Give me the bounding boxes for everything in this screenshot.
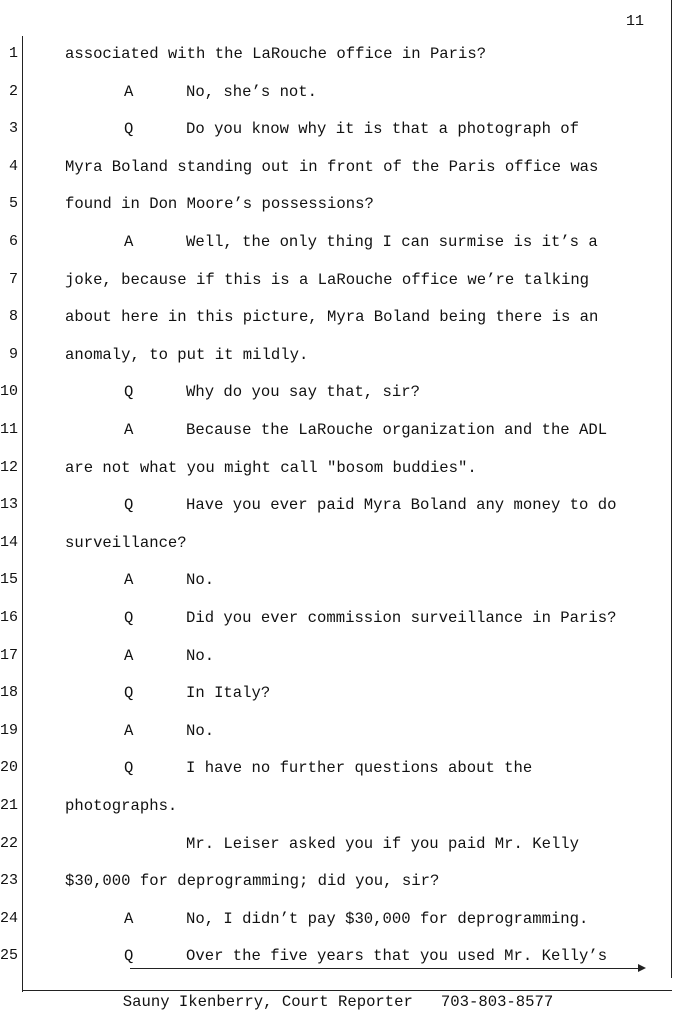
line-text: are not what you might call "bosom buddies". — [65, 458, 477, 477]
transcript-line — [0, 379, 676, 405]
speaker-label: A — [124, 571, 134, 590]
transcript-line — [0, 906, 676, 932]
speaker-label: Q — [124, 120, 134, 139]
line-text: Mr. Leiser asked you if you paid Mr. Kelly — [186, 834, 580, 853]
line-number: 16 — [0, 609, 19, 626]
line-text: I have no further questions about the — [186, 759, 533, 778]
transcript-line — [0, 267, 676, 293]
transcript-line — [0, 755, 676, 781]
line-text: Did you ever commission surveillance in Paris? — [186, 609, 617, 627]
line-number: 3 — [8, 120, 18, 138]
transcript-line — [0, 868, 676, 894]
line-text: In Italy? — [186, 684, 271, 703]
line-text: $30,000 for deprogramming; did you, sir? — [65, 872, 440, 891]
speaker-label: Q — [124, 947, 134, 966]
speaker-label: Q — [124, 684, 134, 703]
line-text: No. — [186, 646, 215, 665]
line-number: 2 — [8, 82, 18, 100]
line-text: Myra Boland standing out in front of the Paris office was — [65, 157, 599, 176]
line-text: No. — [186, 571, 215, 590]
line-text: Well, the only thing I can surmise is it’s a — [186, 233, 598, 251]
transcript-line — [0, 605, 676, 631]
line-text: Do you know why it is that a photograph of — [186, 120, 580, 139]
line-text: Why do you say that, sir? — [186, 383, 420, 402]
bottom-rule — [22, 990, 672, 991]
line-text: No. — [186, 721, 215, 740]
line-number: 1 — [8, 45, 18, 62]
line-text: photographs. — [65, 797, 178, 815]
line-number: 24 — [0, 909, 19, 927]
transcript-line — [0, 643, 676, 669]
line-text: No, she’s not. — [186, 82, 318, 101]
transcript-line — [0, 229, 676, 255]
line-number: 10 — [0, 383, 19, 401]
line-text: Over the five years that you used Mr. Kelly’s — [186, 947, 608, 966]
line-number: 15 — [0, 571, 19, 589]
line-number: 11 — [0, 421, 19, 438]
transcript-line — [0, 191, 676, 217]
line-number: 20 — [0, 759, 19, 777]
speaker-label: A — [124, 233, 134, 251]
transcript-line — [0, 41, 676, 67]
line-number: 14 — [0, 533, 19, 551]
line-number: 23 — [0, 872, 19, 890]
transcript-line — [0, 116, 676, 142]
line-number: 13 — [0, 496, 19, 514]
line-number: 8 — [8, 308, 18, 326]
speaker-label: A — [124, 909, 134, 928]
transcript-line — [0, 567, 676, 593]
line-text: No, I didn’t pay $30,000 for deprogramming. — [186, 909, 589, 928]
transcript-line — [0, 943, 676, 969]
line-number: 4 — [8, 157, 18, 175]
underline-arrow-mark — [130, 968, 640, 969]
line-number: 18 — [0, 684, 19, 702]
speaker-label: A — [124, 82, 134, 101]
line-number: 19 — [0, 721, 19, 739]
transcript-line — [0, 680, 676, 706]
line-text: anomaly, to put it mildly. — [65, 345, 309, 364]
transcript-line — [0, 718, 676, 744]
line-number: 6 — [8, 233, 18, 250]
transcript-line — [0, 417, 676, 443]
speaker-label: Q — [124, 496, 134, 515]
transcript-line — [0, 455, 676, 481]
line-text: about here in this picture, Myra Boland being there is an — [65, 308, 599, 327]
transcript-line — [0, 304, 676, 330]
line-text: associated with the LaRouche office in Paris? — [65, 45, 487, 63]
transcript-line — [0, 154, 676, 180]
line-text: surveillance? — [65, 533, 187, 552]
line-text: Have you ever paid Myra Boland any money to do — [186, 496, 617, 515]
speaker-label: Q — [124, 609, 134, 627]
line-number: 9 — [8, 345, 18, 363]
line-text: Because the LaRouche organization and the ADL — [186, 421, 608, 439]
speaker-label: A — [124, 646, 134, 665]
line-text: joke, because if this is a LaRouche office we’re talking — [65, 270, 590, 289]
page-number: 11 — [625, 13, 644, 30]
line-number: 21 — [0, 797, 19, 814]
line-number: 17 — [0, 646, 19, 664]
line-number: 5 — [8, 195, 18, 213]
transcript-line — [0, 492, 676, 518]
transcript-line — [0, 831, 676, 857]
line-number: 25 — [0, 947, 19, 965]
line-text: found in Don Moore’s possessions? — [65, 195, 374, 214]
transcript-line — [0, 79, 676, 105]
transcript-line — [0, 793, 676, 819]
transcript-line — [0, 342, 676, 368]
line-number: 22 — [0, 834, 19, 852]
speaker-label: Q — [124, 759, 134, 778]
footer-reporter: Sauny Ikenberry, Court Reporter 703-803-8577 — [122, 993, 554, 1011]
speaker-label: A — [124, 721, 134, 740]
speaker-label: Q — [124, 383, 134, 402]
line-number: 12 — [0, 458, 19, 476]
line-number: 7 — [8, 270, 18, 288]
transcript-line — [0, 530, 676, 556]
speaker-label: A — [124, 421, 134, 439]
